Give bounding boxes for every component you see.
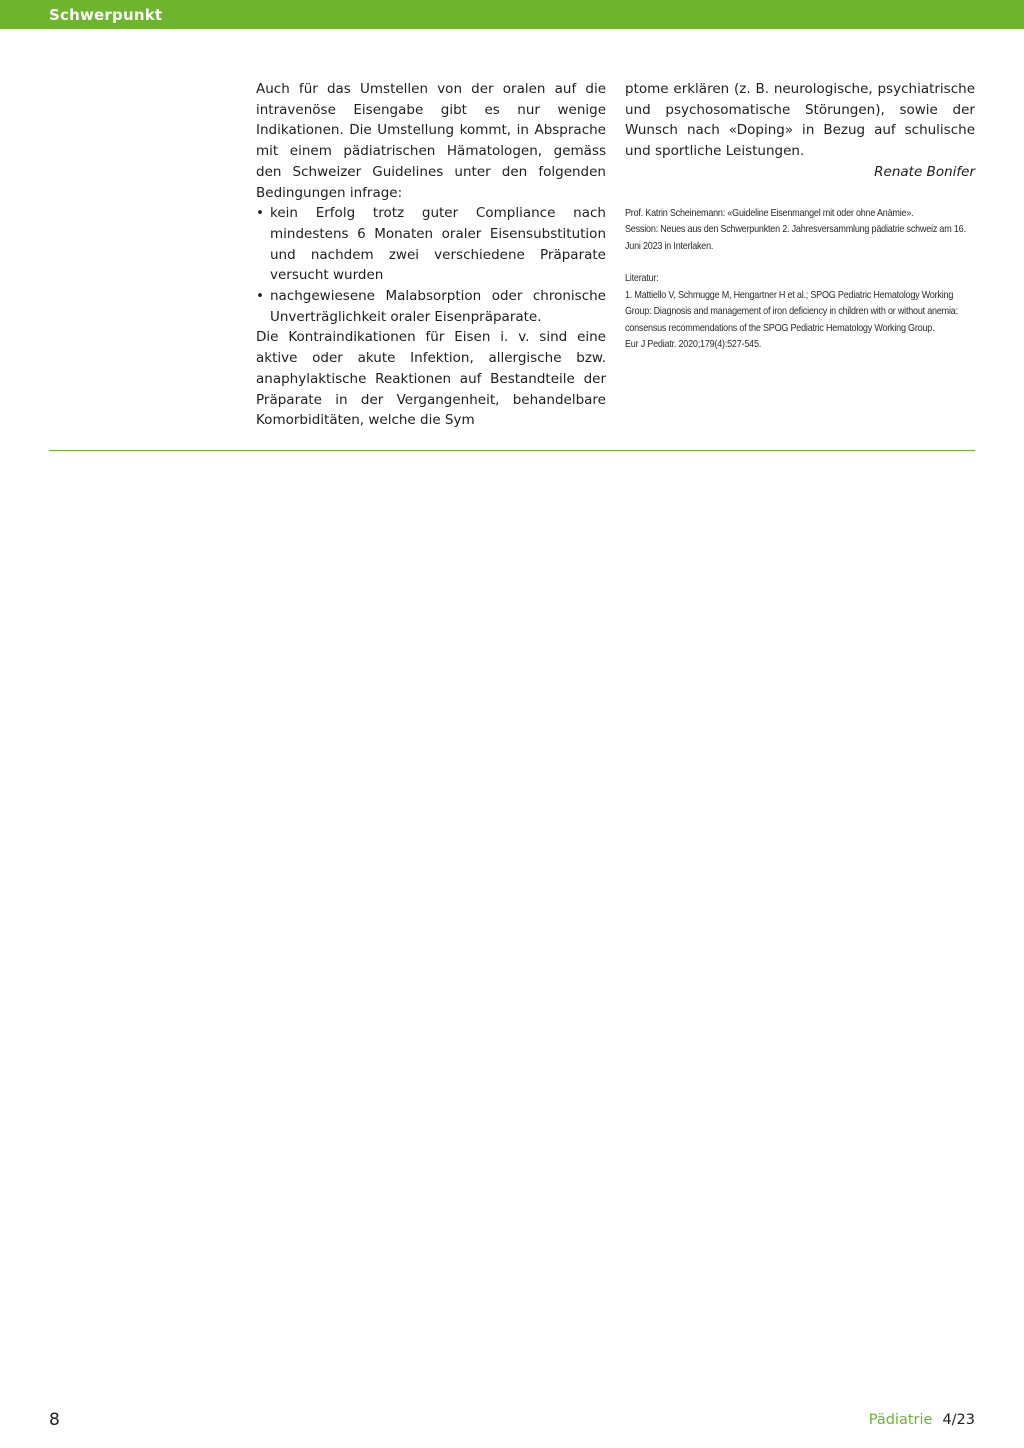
bullet-icon: • (256, 205, 264, 222)
article-right-column (625, 79, 975, 353)
article-left-column (256, 79, 606, 431)
journal-name: Pädiatrie (868, 1412, 933, 1428)
source-note (625, 205, 975, 255)
literature-block (625, 270, 975, 353)
intro-paragraph: Auch für das Umstellen von der oralen auf die intravenöse Eisengabe gibt es nur wenige Indikationen. Die Umstellung kommt, in Absprache mit einem pädiatrischen Hämatologen, gemäss den Schweizer Guidelines unter den folgenden Bedingungen infrage: (256, 81, 606, 201)
literature-reference-citation: Eur J Pediatr. 2020;179(4):527-545. (625, 338, 762, 351)
section-divider (49, 450, 975, 451)
section-title: Schwerpunkt (49, 6, 163, 24)
bullet-icon: • (256, 288, 264, 305)
issue-number: 4/23 (942, 1412, 975, 1428)
page-number: 8 (49, 1410, 60, 1430)
continuation-paragraph: ptome erklären (z. B. neurologische, psychiatrische und psychosomatische Störungen), sowie der Wunsch nach «Doping» in Bezug auf schulische und sportliche Leistungen. (625, 81, 975, 160)
contraindications-paragraph: Die Kontraindikationen für Eisen i. v. sind eine aktive oder akute Infektion, allergische bzw. anaphylaktische Reaktionen auf Bestandteile der Präparate in der Vergangenheit, behandelbare Komorbiditäten, welche die Sym (256, 329, 606, 429)
list-item (256, 203, 606, 286)
literature-heading: Literatur: (625, 272, 659, 285)
source-line: Session: Neues aus den Schwerpunkten 2. Jahresversammlung pädiatrie schweiz am 16. Juni 2023 in Interlaken. (625, 223, 966, 252)
list-item (256, 286, 606, 327)
section-header-bar (0, 0, 1024, 29)
author-name: Renate Bonifer (874, 163, 975, 180)
list-item-text: kein Erfolg trotz guter Compliance nach mindestens 6 Monaten oraler Eisensubstitution und nachdem zwei verschiedene Präparate versucht wurden (270, 205, 606, 284)
source-line: Prof. Katrin Scheinemann: «Guideline Eisenmangel mit oder ohne Anämie». (625, 206, 914, 219)
literature-reference: 1. Mattiello V, Schmugge M, Hengartner H et al.; SPOG Pediatric Hematology Working Group: Diagnosis and management of iron deficiency in children with or without anemia: consensus recommendations of the SPOG Pediatric Hematology Working Group. (625, 288, 958, 334)
footer-journal-info (869, 1412, 975, 1428)
indication-list (256, 203, 606, 327)
list-item-text: nachgewiesene Malabsorption oder chronische Unverträglichkeit oraler Eisenpräparate. (270, 288, 606, 325)
